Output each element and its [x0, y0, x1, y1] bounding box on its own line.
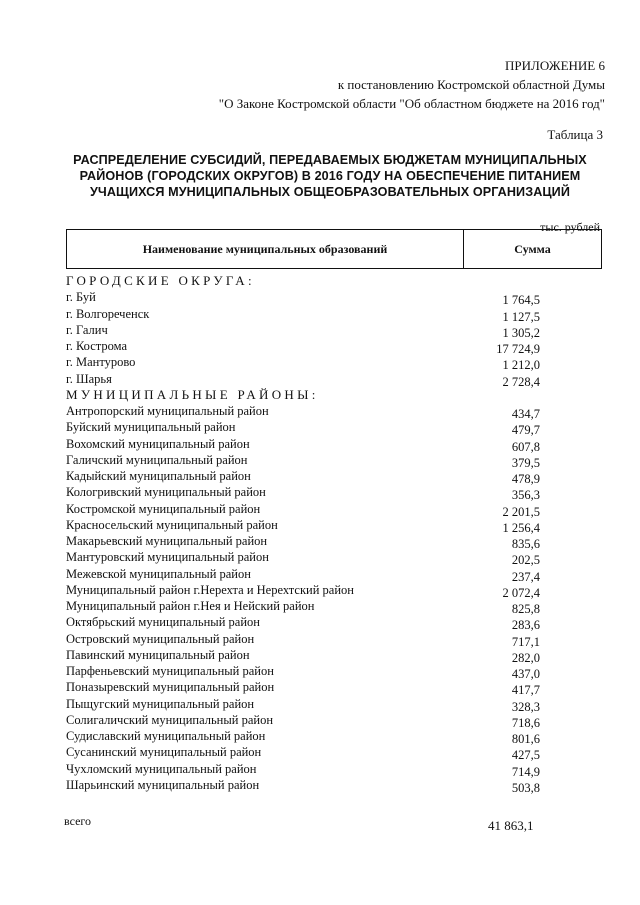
municipality-name: Костромской муниципальный район	[66, 501, 261, 516]
table-row	[66, 354, 540, 373]
municipality-name: Муниципальный район г.Нерехта и Нерехтский район	[66, 582, 354, 597]
table-number: Таблица 3	[547, 127, 603, 142]
subsidy-amount: 717,1	[511, 634, 540, 649]
subsidy-amount: 2 072,4	[502, 585, 540, 600]
municipality-name: г. Волгореченск	[66, 306, 150, 321]
municipality-name: Сусанинский муниципальный район	[66, 745, 262, 760]
subsidy-amount: 283,6	[511, 618, 540, 633]
title-line: РАЙОНОВ (ГОРОДСКИХ ОКРУГОВ) В 2016 ГОДУ НА ОБЕСПЕЧЕНИЕ ПИТАНИЕМ	[79, 169, 581, 183]
municipality-name: Вохомский муниципальный район	[66, 436, 250, 451]
municipality-name: Шарьинский муниципальный район	[66, 777, 260, 792]
table-row	[66, 403, 540, 419]
municipality-name: Павинский муниципальный район	[66, 647, 250, 662]
column-header-name: Наименование муниципальных образований	[67, 230, 464, 268]
subsidy-amount: 2 201,5	[502, 504, 540, 519]
subsidy-amount: 1 764,5	[502, 293, 540, 308]
municipality-name: г. Шарья	[66, 371, 112, 386]
municipality-name: Поназыревский муниципальный район	[66, 680, 275, 695]
municipality-name: Кологривский муниципальный район	[66, 485, 266, 500]
subsidy-amount: 434,7	[511, 407, 540, 421]
table-row	[66, 419, 540, 438]
table-row	[66, 306, 540, 322]
table-row	[66, 614, 540, 633]
municipality-name: Мантуровский муниципальный район	[66, 550, 269, 565]
subsidy-amount: 479,7	[511, 423, 540, 438]
table-row	[66, 517, 540, 533]
table-row	[66, 728, 540, 744]
appendix-label: ПРИЛОЖЕНИЕ 6	[505, 58, 605, 73]
subsidy-amount: 1 256,4	[502, 520, 540, 535]
municipality-name: Солигаличский муниципальный район	[66, 712, 274, 727]
subsidy-amount: 714,9	[511, 764, 540, 779]
municipality-name: Буйский муниципальный район	[66, 420, 236, 435]
subsidy-amount: 825,8	[511, 602, 540, 616]
section-heading: ГОРОДСКИЕ ОКРУГА:	[66, 273, 255, 288]
document-title	[60, 152, 600, 200]
table-header	[66, 229, 602, 269]
table-row	[66, 549, 540, 568]
total-label: всего	[64, 814, 92, 828]
subsidy-amount: 379,5	[511, 455, 540, 470]
municipality-name: г. Галич	[66, 322, 108, 337]
table-row	[66, 679, 540, 698]
table-row	[66, 289, 540, 308]
municipality-name: Муниципальный район г.Нея и Нейский район	[66, 599, 315, 613]
municipality-name: Красносельский муниципальный район	[66, 517, 278, 532]
table-row	[66, 533, 540, 549]
table-row	[66, 712, 540, 728]
title-line: УЧАЩИХСЯ МУНИЦИПАЛЬНЫХ ОБЩЕОБРАЗОВАТЕЛЬНЫХ ОРГАНИЗАЦИЙ	[89, 185, 570, 199]
title-line: РАСПРЕДЕЛЕНИЕ СУБСИДИЙ, ПЕРЕДАВАЕМЫХ БЮДЖЕТАМ МУНИЦИПАЛЬНЫХ	[73, 153, 587, 167]
subsidy-amount: 237,4	[511, 569, 540, 584]
subsidy-amount: 503,8	[511, 780, 540, 795]
municipality-name: Островский муниципальный район	[66, 631, 255, 646]
table-row	[66, 436, 540, 452]
table-row	[66, 566, 540, 582]
subsidy-amount: 202,5	[511, 553, 540, 568]
table-row	[66, 696, 540, 712]
table-row	[66, 631, 540, 647]
table-row	[66, 744, 540, 763]
table-row	[66, 582, 540, 598]
table-row	[66, 322, 540, 338]
subsidy-amount: 282,0	[511, 650, 540, 665]
subsidy-amount: 2 728,4	[502, 374, 540, 389]
municipality-name: г. Мантурово	[66, 355, 136, 370]
municipality-name: Кадыйский муниципальный район	[66, 469, 251, 483]
column-header-sum: Сумма	[514, 241, 551, 256]
section-heading: МУНИЦИПАЛЬНЫЕ РАЙОНЫ:	[66, 386, 319, 402]
municipality-name: г. Буй	[66, 290, 96, 305]
municipality-name: Пыщугский муниципальный район	[66, 696, 255, 711]
subsidy-amount: 356,3	[511, 488, 540, 503]
municipality-name: Чухломский муниципальный район	[66, 761, 257, 776]
subsidy-amount: 478,9	[511, 472, 540, 486]
municipality-name: Галичский муниципальный район	[66, 452, 248, 467]
municipality-name: Парфеньевский муниципальный район	[66, 664, 274, 678]
table-row	[66, 338, 540, 354]
table-row	[66, 598, 540, 614]
municipality-name: Антропорский муниципальный район	[66, 404, 269, 418]
municipality-name: Октябрьский муниципальный район	[66, 615, 260, 630]
table-row	[66, 777, 540, 793]
municipality-name: Межевской муниципальный район	[66, 566, 251, 581]
total-value: 41 863,1	[488, 818, 534, 833]
subsidy-amount: 417,7	[511, 683, 540, 698]
subsidy-amount: 1 305,2	[502, 325, 540, 340]
municipality-name: г. Кострома	[66, 339, 128, 353]
subsidy-amount: 607,8	[511, 439, 540, 454]
table-row	[66, 452, 540, 468]
table-row	[66, 501, 540, 517]
subsidy-amount: 835,6	[511, 537, 540, 551]
resolution-reference: к постановлению Костромской областной Думы	[337, 77, 605, 92]
law-reference: "О Законе Костромской области "Об областном бюджете на 2016 год"	[218, 96, 605, 111]
subsidy-amount: 328,3	[511, 699, 540, 714]
subsidy-amount: 437,0	[511, 667, 540, 681]
table-row	[66, 468, 540, 484]
subsidy-amount: 1 127,5	[502, 309, 540, 324]
subsidy-amount: 718,6	[511, 715, 540, 730]
subsidy-amount: 17 724,9	[496, 342, 540, 356]
table-row	[66, 484, 540, 503]
municipality-name: Макарьевский муниципальный район	[66, 534, 268, 548]
table-row	[66, 371, 540, 387]
unit-label: тыс. рублей	[540, 220, 600, 234]
table-row	[66, 761, 540, 777]
subsidy-amount: 427,5	[511, 748, 540, 763]
subsidy-amount: 801,6	[511, 732, 540, 746]
table-row	[66, 663, 540, 679]
municipality-name: Судиславский муниципальный район	[66, 729, 266, 743]
table-row	[66, 647, 540, 663]
subsidy-amount: 1 212,0	[502, 358, 540, 373]
